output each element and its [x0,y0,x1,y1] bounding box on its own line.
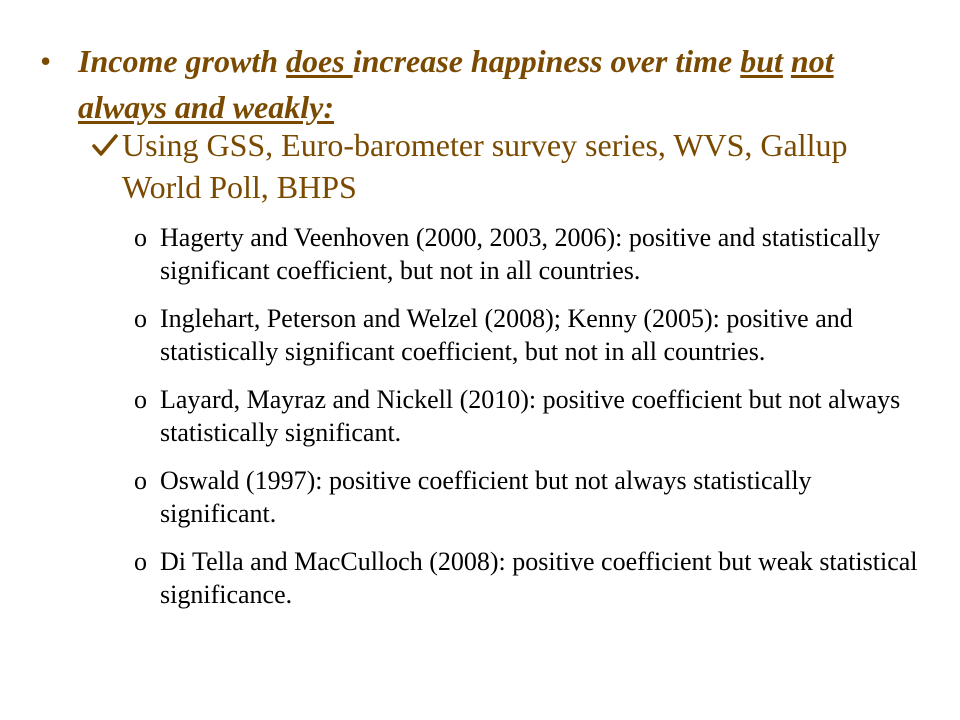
list-item [134,545,924,611]
list-marker: o [134,304,147,333]
bullet-marker: • [40,43,52,79]
underlined-but: but [740,43,783,79]
sub-list [134,221,924,626]
check-item-text: Using GSS, Euro-barometer survey series, WVS, Gallup World Poll, BHPS [122,127,848,205]
text-segment: increase happiness over time [352,43,741,79]
list-item [134,302,924,368]
list-marker: o [134,466,147,495]
text-segment [783,43,791,79]
list-item-text: Oswald (1997): positive coefficient but not always statistically significant. [160,466,812,528]
underlined-not-always: not always and weakly: [78,43,834,125]
list-marker: o [134,385,147,414]
list-item-text: Di Tella and MacCulloch (2008): positive coefficient but weak statistical significance. [160,547,918,609]
list-item-text: Hagerty and Veenhoven (2000, 2003, 2006): positive and statistically significant coefficient, but not in all countries. [160,223,881,285]
main-bullet-text [78,38,920,130]
text-segment: Income growth [78,43,287,79]
check-icon [92,133,122,162]
underlined-does: does [286,43,353,79]
list-item-text: Layard, Mayraz and Nickell (2010): positive coefficient but not always statistically significant. [160,385,901,447]
main-bullet [40,38,920,130]
list-marker: o [134,223,147,252]
list-marker: o [134,547,147,576]
list-item [134,221,924,287]
list-item [134,383,924,449]
list-item [134,464,924,530]
check-item [92,124,932,208]
list-item-text: Inglehart, Peterson and Welzel (2008); Kenny (2005): positive and statistically significant coefficient, but not in all countries. [160,304,853,366]
